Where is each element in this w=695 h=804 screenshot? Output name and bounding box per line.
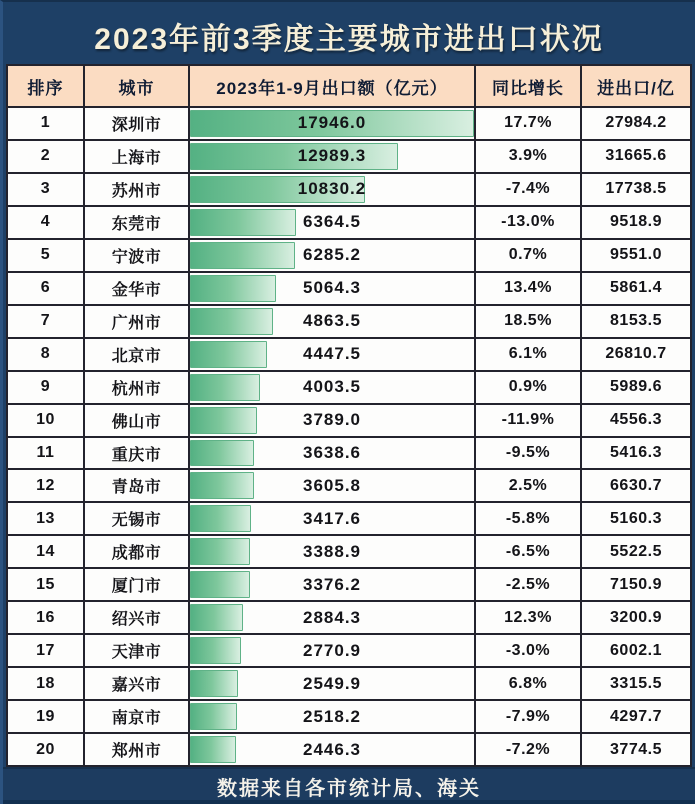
column-header-export: 2023年1-9月出口额（亿元）	[190, 66, 474, 106]
growth-cell: -3.0%	[476, 635, 580, 666]
rank-cell: 7	[8, 306, 83, 337]
table-row	[8, 405, 690, 436]
rank-cell: 6	[8, 273, 83, 304]
table-row	[8, 569, 690, 600]
city-cell: 南京市	[85, 701, 188, 732]
export-value: 2770.9	[303, 640, 361, 660]
table-row	[8, 701, 690, 732]
growth-cell: -13.0%	[476, 207, 580, 238]
export-value: 3388.9	[303, 541, 361, 561]
export-bar-cell	[190, 503, 474, 534]
city-cell: 重庆市	[85, 438, 188, 469]
table-row	[8, 141, 690, 172]
export-value: 2549.9	[303, 673, 361, 693]
city-cell: 北京市	[85, 339, 188, 370]
export-bar-cell	[190, 240, 474, 271]
city-cell: 郑州市	[85, 734, 188, 765]
export-value: 2884.3	[303, 607, 361, 627]
growth-cell: -7.2%	[476, 734, 580, 765]
rank-cell: 15	[8, 569, 83, 600]
total-cell: 5861.4	[582, 273, 690, 304]
table-row	[8, 503, 690, 534]
export-value: 5064.3	[303, 278, 361, 298]
city-cell: 厦门市	[85, 569, 188, 600]
total-cell: 5416.3	[582, 438, 690, 469]
table-row	[8, 668, 690, 699]
column-header-total: 进出口/亿	[582, 66, 690, 106]
table-row	[8, 174, 690, 205]
export-bar-cell	[190, 668, 474, 699]
total-cell: 3315.5	[582, 668, 690, 699]
growth-cell: -9.5%	[476, 438, 580, 469]
rank-cell: 5	[8, 240, 83, 271]
table-row	[8, 438, 690, 469]
export-value: 2518.2	[303, 706, 361, 726]
growth-cell: 18.5%	[476, 306, 580, 337]
growth-cell: -5.8%	[476, 503, 580, 534]
growth-cell: 17.7%	[476, 108, 580, 139]
city-cell: 广州市	[85, 306, 188, 337]
total-cell: 17738.5	[582, 174, 690, 205]
city-cell: 绍兴市	[85, 602, 188, 633]
rank-cell: 8	[8, 339, 83, 370]
export-value: 3789.0	[303, 410, 361, 430]
rank-cell: 10	[8, 405, 83, 436]
total-cell: 5989.6	[582, 372, 690, 403]
export-bar-cell	[190, 207, 474, 238]
export-bar-cell	[190, 635, 474, 666]
export-value: 3376.2	[303, 574, 361, 594]
export-value: 17946.0	[297, 113, 367, 133]
growth-cell: 2.5%	[476, 470, 580, 501]
total-cell: 6630.7	[582, 470, 690, 501]
rank-cell: 20	[8, 734, 83, 765]
export-bar-cell	[190, 141, 474, 172]
data-table	[6, 64, 692, 767]
rank-cell: 16	[8, 602, 83, 633]
total-cell: 9518.9	[582, 207, 690, 238]
table-row	[8, 240, 690, 271]
table-row	[8, 372, 690, 403]
city-cell: 杭州市	[85, 372, 188, 403]
growth-cell: 0.9%	[476, 372, 580, 403]
rank-cell: 17	[8, 635, 83, 666]
export-bar-cell	[190, 602, 474, 633]
export-bar-cell	[190, 108, 474, 139]
export-bar-cell	[190, 701, 474, 732]
city-cell: 上海市	[85, 141, 188, 172]
export-bar-cell	[190, 569, 474, 600]
growth-cell: 12.3%	[476, 602, 580, 633]
export-value: 3417.6	[303, 508, 361, 528]
total-cell: 4297.7	[582, 701, 690, 732]
total-cell: 27984.2	[582, 108, 690, 139]
rank-cell: 14	[8, 536, 83, 567]
total-cell: 8153.5	[582, 306, 690, 337]
export-value: 10830.2	[297, 179, 367, 199]
table-row	[8, 273, 690, 304]
table-row	[8, 339, 690, 370]
total-cell: 4556.3	[582, 405, 690, 436]
export-bar-cell	[190, 405, 474, 436]
table-row	[8, 108, 690, 139]
export-value: 3605.8	[303, 475, 361, 495]
export-bar-cell	[190, 536, 474, 567]
growth-cell: -7.4%	[476, 174, 580, 205]
growth-cell: -7.9%	[476, 701, 580, 732]
rank-cell: 12	[8, 470, 83, 501]
table-header-row	[8, 66, 690, 106]
city-cell: 宁波市	[85, 240, 188, 271]
growth-cell: 13.4%	[476, 273, 580, 304]
rank-cell: 2	[8, 141, 83, 172]
total-cell: 5522.5	[582, 536, 690, 567]
rank-cell: 18	[8, 668, 83, 699]
total-cell: 5160.3	[582, 503, 690, 534]
rank-cell: 1	[8, 108, 83, 139]
export-bar-cell	[190, 306, 474, 337]
city-cell: 成都市	[85, 536, 188, 567]
export-bar-cell	[190, 174, 474, 205]
total-cell: 3200.9	[582, 602, 690, 633]
rank-cell: 19	[8, 701, 83, 732]
city-cell: 天津市	[85, 635, 188, 666]
growth-cell: -2.5%	[476, 569, 580, 600]
export-value: 2446.3	[303, 739, 361, 759]
source-note: 数据来自各市统计局、海关	[3, 767, 695, 804]
city-cell: 东莞市	[85, 207, 188, 238]
rank-cell: 13	[8, 503, 83, 534]
growth-cell: 3.9%	[476, 141, 580, 172]
growth-cell: -11.9%	[476, 405, 580, 436]
city-cell: 苏州市	[85, 174, 188, 205]
city-cell: 佛山市	[85, 405, 188, 436]
total-cell: 7150.9	[582, 569, 690, 600]
table-row	[8, 207, 690, 238]
growth-cell: 0.7%	[476, 240, 580, 271]
total-cell: 9551.0	[582, 240, 690, 271]
export-value: 6285.2	[303, 245, 361, 265]
export-value: 12989.3	[297, 146, 367, 166]
total-cell: 3774.5	[582, 734, 690, 765]
city-cell: 深圳市	[85, 108, 188, 139]
rank-cell: 11	[8, 438, 83, 469]
rank-cell: 9	[8, 372, 83, 403]
export-bar-cell	[190, 470, 474, 501]
export-value: 4447.5	[303, 344, 361, 364]
column-header-city: 城市	[85, 66, 188, 106]
city-cell: 青岛市	[85, 470, 188, 501]
export-bar-cell	[190, 734, 474, 765]
total-cell: 6002.1	[582, 635, 690, 666]
table-row	[8, 306, 690, 337]
table-row	[8, 635, 690, 666]
export-value: 4863.5	[303, 311, 361, 331]
city-cell: 金华市	[85, 273, 188, 304]
export-bar-cell	[190, 372, 474, 403]
growth-cell: 6.8%	[476, 668, 580, 699]
export-value: 6364.5	[303, 212, 361, 232]
total-cell: 31665.6	[582, 141, 690, 172]
table-row	[8, 734, 690, 765]
export-bar-cell	[190, 438, 474, 469]
page-title: 2023年前3季度主要城市进出口状况	[94, 23, 604, 56]
column-header-growth: 同比增长	[476, 66, 580, 106]
table-row	[8, 470, 690, 501]
city-cell: 嘉兴市	[85, 668, 188, 699]
column-header-rank: 排序	[8, 66, 83, 106]
growth-cell: -6.5%	[476, 536, 580, 567]
city-cell: 无锡市	[85, 503, 188, 534]
export-bar-cell	[190, 273, 474, 304]
table-row	[8, 602, 690, 633]
export-value: 4003.5	[303, 377, 361, 397]
rank-cell: 3	[8, 174, 83, 205]
growth-cell: 6.1%	[476, 339, 580, 370]
rank-cell: 4	[8, 207, 83, 238]
table-row	[8, 536, 690, 567]
export-bar-cell	[190, 339, 474, 370]
total-cell: 26810.7	[582, 339, 690, 370]
export-value: 3638.6	[303, 443, 361, 462]
